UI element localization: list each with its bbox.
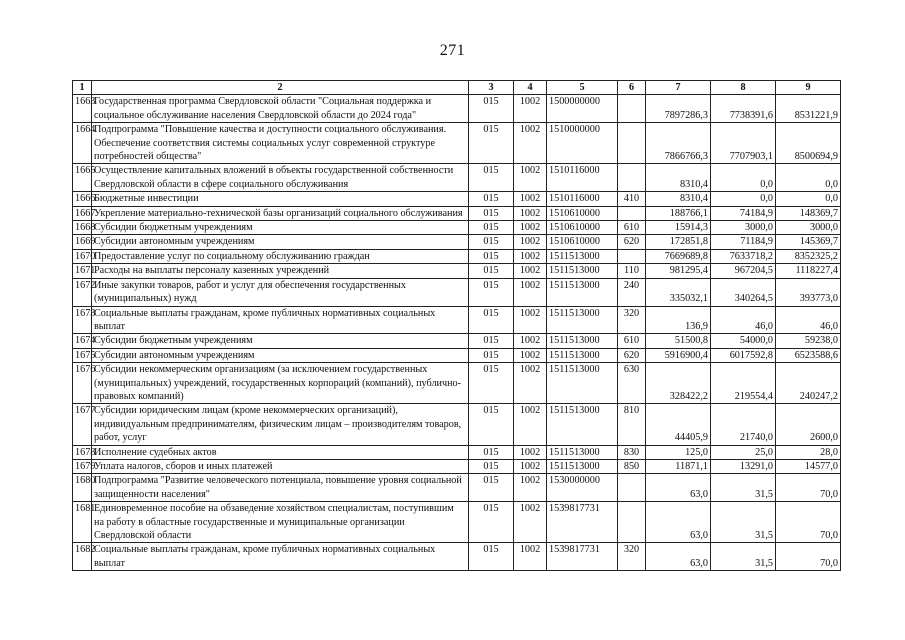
item-name-cell: Подпрограмма "Развитие человеческого потенциала, повышение уровня социальной защищенности населения" bbox=[92, 474, 469, 502]
item-name-cell: Единовременное пособие на обзаведение хозяйством специалистам, поступившим на работу в областные государственные и муниципальные организации Свердловской области bbox=[92, 502, 469, 543]
expense-type-code-cell: 850 bbox=[618, 459, 646, 473]
target-article-code-cell: 1511513000 bbox=[547, 404, 618, 445]
amount-year-2-cell: 31,5 bbox=[711, 543, 776, 571]
section-code-cell: 1002 bbox=[514, 164, 547, 192]
row-number-cell: 1682 bbox=[73, 543, 92, 571]
section-code-cell: 1002 bbox=[514, 235, 547, 249]
ministry-code-cell: 015 bbox=[469, 474, 514, 502]
item-name-cell: Субсидии бюджетным учреждениям bbox=[92, 334, 469, 348]
section-code-cell: 1002 bbox=[514, 264, 547, 278]
amount-year-1-cell: 7897286,3 bbox=[646, 95, 711, 123]
amount-year-1-cell: 63,0 bbox=[646, 474, 711, 502]
section-code-cell: 1002 bbox=[514, 334, 547, 348]
section-code-cell: 1002 bbox=[514, 278, 547, 306]
header-col-3: 3 bbox=[469, 81, 514, 95]
item-name-cell: Субсидии автономным учреждениям bbox=[92, 235, 469, 249]
amount-year-1-cell: 8310,4 bbox=[646, 192, 711, 206]
section-code-cell: 1002 bbox=[514, 474, 547, 502]
section-code-cell: 1002 bbox=[514, 543, 547, 571]
target-article-code-cell: 1510610000 bbox=[547, 235, 618, 249]
expense-type-code-cell bbox=[618, 123, 646, 164]
row-number-cell: 1676 bbox=[73, 363, 92, 404]
target-article-code-cell: 1530000000 bbox=[547, 474, 618, 502]
amount-year-1-cell: 63,0 bbox=[646, 502, 711, 543]
budget-table bbox=[72, 80, 841, 571]
ministry-code-cell: 015 bbox=[469, 249, 514, 263]
header-col-5: 5 bbox=[547, 81, 618, 95]
amount-year-2-cell: 6017592,8 bbox=[711, 348, 776, 362]
expense-type-code-cell: 810 bbox=[618, 404, 646, 445]
ministry-code-cell: 015 bbox=[469, 363, 514, 404]
row-number-cell: 1668 bbox=[73, 221, 92, 235]
amount-year-1-cell: 125,0 bbox=[646, 445, 711, 459]
row-number-cell: 1664 bbox=[73, 123, 92, 164]
item-name-cell: Уплата налогов, сборов и иных платежей bbox=[92, 459, 469, 473]
expense-type-code-cell: 630 bbox=[618, 363, 646, 404]
expense-type-code-cell: 830 bbox=[618, 445, 646, 459]
target-article-code-cell: 1511513000 bbox=[547, 264, 618, 278]
table-row bbox=[73, 206, 841, 220]
row-number-cell: 1673 bbox=[73, 306, 92, 334]
amount-year-1-cell: 328422,2 bbox=[646, 363, 711, 404]
amount-year-3-cell: 8531221,9 bbox=[776, 95, 841, 123]
expense-type-code-cell: 620 bbox=[618, 348, 646, 362]
ministry-code-cell: 015 bbox=[469, 164, 514, 192]
ministry-code-cell: 015 bbox=[469, 278, 514, 306]
row-number-cell: 1669 bbox=[73, 235, 92, 249]
amount-year-1-cell: 15914,3 bbox=[646, 221, 711, 235]
amount-year-2-cell: 0,0 bbox=[711, 164, 776, 192]
target-article-code-cell: 1511513000 bbox=[547, 334, 618, 348]
amount-year-2-cell: 31,5 bbox=[711, 474, 776, 502]
target-article-code-cell: 1510610000 bbox=[547, 221, 618, 235]
section-code-cell: 1002 bbox=[514, 445, 547, 459]
ministry-code-cell: 015 bbox=[469, 123, 514, 164]
expense-type-code-cell bbox=[618, 95, 646, 123]
expense-type-code-cell: 110 bbox=[618, 264, 646, 278]
section-code-cell: 1002 bbox=[514, 404, 547, 445]
table-row bbox=[73, 306, 841, 334]
expense-type-code-cell: 320 bbox=[618, 543, 646, 571]
table-row bbox=[73, 348, 841, 362]
table-body bbox=[73, 95, 841, 571]
section-code-cell: 1002 bbox=[514, 348, 547, 362]
page-number: 271 bbox=[439, 42, 466, 59]
amount-year-1-cell: 981295,4 bbox=[646, 264, 711, 278]
ministry-code-cell: 015 bbox=[469, 235, 514, 249]
row-number-cell: 1677 bbox=[73, 404, 92, 445]
amount-year-2-cell: 219554,4 bbox=[711, 363, 776, 404]
item-name-cell: Социальные выплаты гражданам, кроме публичных нормативных социальных выплат bbox=[92, 306, 469, 334]
amount-year-3-cell: 393773,0 bbox=[776, 278, 841, 306]
ministry-code-cell: 015 bbox=[469, 192, 514, 206]
amount-year-3-cell: 70,0 bbox=[776, 543, 841, 571]
amount-year-2-cell: 25,0 bbox=[711, 445, 776, 459]
target-article-code-cell: 1510116000 bbox=[547, 192, 618, 206]
header-col-2: 2 bbox=[92, 81, 469, 95]
amount-year-2-cell: 21740,0 bbox=[711, 404, 776, 445]
item-name-cell: Субсидии юридическим лицам (кроме некоммерческих организаций), индивидуальным предпринимателям, физическим лицам – производителям товаров, работ, услуг bbox=[92, 404, 469, 445]
amount-year-3-cell: 70,0 bbox=[776, 474, 841, 502]
header-col-8: 8 bbox=[711, 81, 776, 95]
row-number-cell: 1671 bbox=[73, 264, 92, 278]
item-name-cell: Бюджетные инвестиции bbox=[92, 192, 469, 206]
target-article-code-cell: 1511513000 bbox=[547, 445, 618, 459]
item-name-cell: Предоставление услуг по социальному обслуживанию граждан bbox=[92, 249, 469, 263]
amount-year-3-cell: 1118227,4 bbox=[776, 264, 841, 278]
row-number-cell: 1674 bbox=[73, 334, 92, 348]
row-number-cell: 1667 bbox=[73, 206, 92, 220]
expense-type-code-cell bbox=[618, 206, 646, 220]
table-row bbox=[73, 474, 841, 502]
expense-type-code-cell bbox=[618, 249, 646, 263]
table-row bbox=[73, 502, 841, 543]
section-code-cell: 1002 bbox=[514, 221, 547, 235]
row-number-cell: 1663 bbox=[73, 95, 92, 123]
target-article-code-cell: 1511513000 bbox=[547, 278, 618, 306]
table-row bbox=[73, 459, 841, 473]
ministry-code-cell: 015 bbox=[469, 95, 514, 123]
amount-year-2-cell: 13291,0 bbox=[711, 459, 776, 473]
target-article-code-cell: 1510116000 bbox=[547, 164, 618, 192]
amount-year-1-cell: 11871,1 bbox=[646, 459, 711, 473]
amount-year-3-cell: 46,0 bbox=[776, 306, 841, 334]
section-code-cell: 1002 bbox=[514, 502, 547, 543]
table-row bbox=[73, 249, 841, 263]
header-col-7: 7 bbox=[646, 81, 711, 95]
amount-year-3-cell: 3000,0 bbox=[776, 221, 841, 235]
amount-year-2-cell: 7738391,6 bbox=[711, 95, 776, 123]
row-number-cell: 1678 bbox=[73, 445, 92, 459]
section-code-cell: 1002 bbox=[514, 123, 547, 164]
item-name-cell: Исполнение судебных актов bbox=[92, 445, 469, 459]
header-col-6: 6 bbox=[618, 81, 646, 95]
ministry-code-cell: 015 bbox=[469, 445, 514, 459]
amount-year-1-cell: 5916900,4 bbox=[646, 348, 711, 362]
header-col-1: 1 bbox=[73, 81, 92, 95]
ministry-code-cell: 015 bbox=[469, 459, 514, 473]
amount-year-3-cell: 6523588,6 bbox=[776, 348, 841, 362]
amount-year-2-cell: 340264,5 bbox=[711, 278, 776, 306]
table-row bbox=[73, 164, 841, 192]
amount-year-1-cell: 335032,1 bbox=[646, 278, 711, 306]
table-row bbox=[73, 334, 841, 348]
target-article-code-cell: 1500000000 bbox=[547, 95, 618, 123]
expense-type-code-cell: 610 bbox=[618, 334, 646, 348]
table-row bbox=[73, 123, 841, 164]
amount-year-2-cell: 71184,9 bbox=[711, 235, 776, 249]
amount-year-2-cell: 0,0 bbox=[711, 192, 776, 206]
section-code-cell: 1002 bbox=[514, 95, 547, 123]
table-row bbox=[73, 404, 841, 445]
item-name-cell: Подпрограмма "Повышение качества и доступности социального обслуживания. Обеспечение соответствия системы социальных услуг современной структуре потребностей общества" bbox=[92, 123, 469, 164]
target-article-code-cell: 1511513000 bbox=[547, 363, 618, 404]
table-row bbox=[73, 264, 841, 278]
section-code-cell: 1002 bbox=[514, 459, 547, 473]
item-name-cell: Социальные выплаты гражданам, кроме публичных нормативных социальных выплат bbox=[92, 543, 469, 571]
amount-year-3-cell: 2600,0 bbox=[776, 404, 841, 445]
amount-year-1-cell: 7669689,8 bbox=[646, 249, 711, 263]
amount-year-1-cell: 51500,8 bbox=[646, 334, 711, 348]
amount-year-2-cell: 46,0 bbox=[711, 306, 776, 334]
ministry-code-cell: 015 bbox=[469, 264, 514, 278]
amount-year-3-cell: 145369,7 bbox=[776, 235, 841, 249]
amount-year-3-cell: 8352325,2 bbox=[776, 249, 841, 263]
row-number-cell: 1666 bbox=[73, 192, 92, 206]
table-row bbox=[73, 235, 841, 249]
section-code-cell: 1002 bbox=[514, 363, 547, 404]
amount-year-1-cell: 8310,4 bbox=[646, 164, 711, 192]
ministry-code-cell: 015 bbox=[469, 502, 514, 543]
section-code-cell: 1002 bbox=[514, 249, 547, 263]
ministry-code-cell: 015 bbox=[469, 206, 514, 220]
target-article-code-cell: 1511513000 bbox=[547, 249, 618, 263]
amount-year-3-cell: 148369,7 bbox=[776, 206, 841, 220]
expense-type-code-cell: 410 bbox=[618, 192, 646, 206]
item-name-cell: Субсидии автономным учреждениям bbox=[92, 348, 469, 362]
expense-type-code-cell bbox=[618, 164, 646, 192]
ministry-code-cell: 015 bbox=[469, 348, 514, 362]
target-article-code-cell: 1511513000 bbox=[547, 348, 618, 362]
item-name-cell: Государственная программа Свердловской области "Социальная поддержка и социальное обслуживание населения Свердловской области до 2024 года" bbox=[92, 95, 469, 123]
table-row bbox=[73, 192, 841, 206]
item-name-cell: Субсидии некоммерческим организациям (за исключением государственных (муниципальных) учреждений, государственных корпораций (компаний), публично-правовых компаний) bbox=[92, 363, 469, 404]
table-row bbox=[73, 95, 841, 123]
amount-year-3-cell: 240247,2 bbox=[776, 363, 841, 404]
target-article-code-cell: 1510610000 bbox=[547, 206, 618, 220]
amount-year-3-cell: 70,0 bbox=[776, 502, 841, 543]
expense-type-code-cell: 240 bbox=[618, 278, 646, 306]
section-code-cell: 1002 bbox=[514, 306, 547, 334]
header-col-9: 9 bbox=[776, 81, 841, 95]
expense-type-code-cell: 320 bbox=[618, 306, 646, 334]
amount-year-2-cell: 7707903,1 bbox=[711, 123, 776, 164]
amount-year-3-cell: 28,0 bbox=[776, 445, 841, 459]
amount-year-1-cell: 7866766,3 bbox=[646, 123, 711, 164]
ministry-code-cell: 015 bbox=[469, 221, 514, 235]
amount-year-2-cell: 7633718,2 bbox=[711, 249, 776, 263]
table-row bbox=[73, 543, 841, 571]
expense-type-code-cell bbox=[618, 474, 646, 502]
target-article-code-cell: 1539817731 bbox=[547, 543, 618, 571]
target-article-code-cell: 1510000000 bbox=[547, 123, 618, 164]
row-number-cell: 1675 bbox=[73, 348, 92, 362]
ministry-code-cell: 015 bbox=[469, 543, 514, 571]
table-row bbox=[73, 363, 841, 404]
amount-year-1-cell: 188766,1 bbox=[646, 206, 711, 220]
amount-year-2-cell: 31,5 bbox=[711, 502, 776, 543]
amount-year-2-cell: 3000,0 bbox=[711, 221, 776, 235]
expense-type-code-cell: 610 bbox=[618, 221, 646, 235]
amount-year-2-cell: 54000,0 bbox=[711, 334, 776, 348]
table-row bbox=[73, 445, 841, 459]
amount-year-2-cell: 74184,9 bbox=[711, 206, 776, 220]
section-code-cell: 1002 bbox=[514, 206, 547, 220]
row-number-cell: 1680 bbox=[73, 474, 92, 502]
ministry-code-cell: 015 bbox=[469, 334, 514, 348]
table-header-row bbox=[73, 81, 841, 95]
ministry-code-cell: 015 bbox=[469, 404, 514, 445]
target-article-code-cell: 1511513000 bbox=[547, 459, 618, 473]
row-number-cell: 1681 bbox=[73, 502, 92, 543]
item-name-cell: Осуществление капитальных вложений в объекты государственной собственности Свердловской области в сфере социального обслуживания bbox=[92, 164, 469, 192]
amount-year-1-cell: 63,0 bbox=[646, 543, 711, 571]
expense-type-code-cell bbox=[618, 502, 646, 543]
item-name-cell: Укрепление материально-технической базы организаций социального обслуживания bbox=[92, 206, 469, 220]
item-name-cell: Иные закупки товаров, работ и услуг для обеспечения государственных (муниципальных) нужд bbox=[92, 278, 469, 306]
target-article-code-cell: 1539817731 bbox=[547, 502, 618, 543]
amount-year-3-cell: 0,0 bbox=[776, 164, 841, 192]
expense-type-code-cell: 620 bbox=[618, 235, 646, 249]
item-name-cell: Расходы на выплаты персоналу казенных учреждений bbox=[92, 264, 469, 278]
row-number-cell: 1670 bbox=[73, 249, 92, 263]
amount-year-1-cell: 44405,9 bbox=[646, 404, 711, 445]
target-article-code-cell: 1511513000 bbox=[547, 306, 618, 334]
ministry-code-cell: 015 bbox=[469, 306, 514, 334]
table-row bbox=[73, 221, 841, 235]
row-number-cell: 1679 bbox=[73, 459, 92, 473]
section-code-cell: 1002 bbox=[514, 192, 547, 206]
amount-year-3-cell: 59238,0 bbox=[776, 334, 841, 348]
table-row bbox=[73, 278, 841, 306]
amount-year-1-cell: 136,9 bbox=[646, 306, 711, 334]
amount-year-3-cell: 14577,0 bbox=[776, 459, 841, 473]
item-name-cell: Субсидии бюджетным учреждениям bbox=[92, 221, 469, 235]
row-number-cell: 1672 bbox=[73, 278, 92, 306]
amount-year-1-cell: 172851,8 bbox=[646, 235, 711, 249]
amount-year-2-cell: 967204,5 bbox=[711, 264, 776, 278]
amount-year-3-cell: 0,0 bbox=[776, 192, 841, 206]
header-col-4: 4 bbox=[514, 81, 547, 95]
amount-year-3-cell: 8500694,9 bbox=[776, 123, 841, 164]
row-number-cell: 1665 bbox=[73, 164, 92, 192]
